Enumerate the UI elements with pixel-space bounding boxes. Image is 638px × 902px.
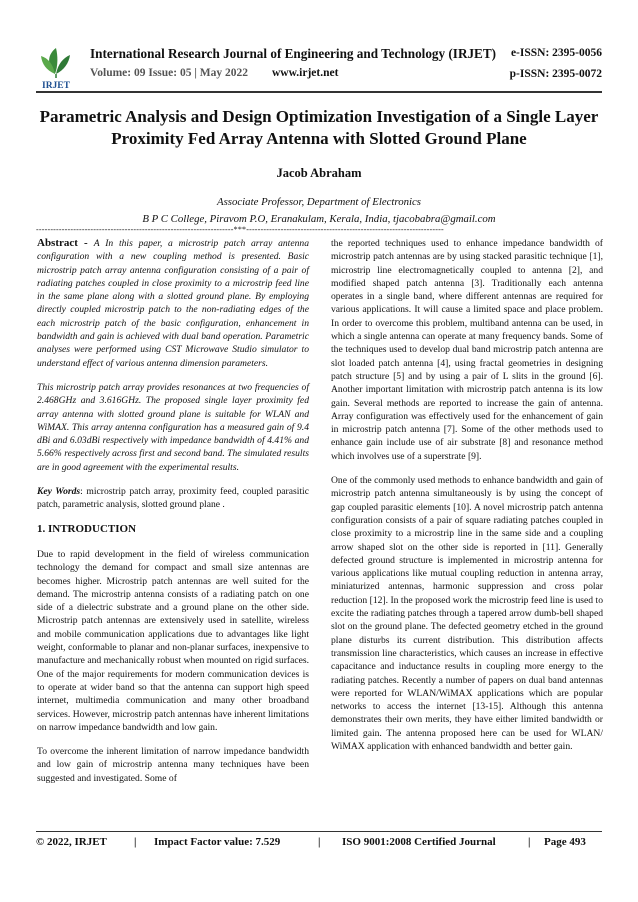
footer-copyright: © 2022, IRJET [36,836,107,848]
keywords-text: : microstrip patch array, proximity feed, coupled parasitic patch, parametric analysis, slotted ground plane . [37,486,309,511]
keywords [37,485,309,512]
section-heading: 1. INTRODUCTION [37,522,137,535]
abstract [37,237,309,370]
body-paragraph: Due to rapid development in the field of wireless communication technology the demand for compact and small size antennas are becomes higher. Microstrip patch antennas are well suited for the demand. The microstrip antenna consists of a radiating patch on one side of a dielectric substrate and a ground plane on the other side. Microstrip patch antennas are extensively used in satellite, wireless and mobile communication applications due to advantages like light weight, conformable to planar and non-planar surfaces, inexpensive to manufacture and mechanically robust when mounted on rigid surfaces. One of the major requirements for modern communication devices is to operate at wider band so that the antenna can support high speed internet, multimedia communication and many other broadband services. However, microstrip patch antennas have inherent limitations on narrow impedance bandwidth and low gain. [37,548,309,733]
logo-text: IRJET [42,81,70,90]
footer-divider [36,831,602,832]
p-issn: p-ISSN: 2395-0072 [509,68,602,80]
body-paragraph: To overcome the inherent limitation of narrow impedance bandwidth and low gain of microstrip antenna many techniques have been suggested and investigated. Some of [37,746,309,784]
author-name: Jacob Abraham [276,166,362,180]
website-link[interactable]: www.irjet.net [272,67,339,79]
left-column [37,237,309,796]
footer-separator: | [134,836,137,848]
body-paragraph: One of the commonly used methods to enhance bandwidth and gain of microstrip patch antenna simultaneously is by using the concept of gap coupled parasitic elements [10]. A novel microstrip patch antenna configuration consists of a pair of square radiating patches coupled in close proximity to a microstrip line in the same side and a coupling arrow shaped slot on the other side is reported in [11]. Generally defected ground structure is implemented in microstrip antenna for various applications like mutual coupling reduction in antenna array, miniaturized antennas, harmonic suppression and cross polar reduction [12]. In the proposed work the microstrip feed line is used to excite the radiating patches through a tapered arrow dumb-bell shaped slot on the ground plane. The defected geometry etched in the ground plane disturbs its current distribution. This distribution affects transmission line characteristics, which causes an increase in effective capacitance and inductance results in coupling more energy to the radiating patches. Recently a number of papers on dual band antennas were reported for WLAN/WiMAX applications which are popular networks to access the internet [13-15]. Although this antenna demonstrates their own merits, they have either limited bandwidth or limited gain. The antenna proposed here can be used for WLAN/ WiMAX application with enhanced bandwidth and better gain. [331,475,603,752]
footer-impact-factor: Impact Factor value: 7.529 [154,836,281,848]
abstract-text: A In this paper, a microstrip patch array antenna configuration with a new coupling method is presented. Basic microstrip patch array antenna configuration consisting of a pair of radiating patches coupled in close proximity to a microstrip feed line in the same plane along with a slotted ground plane. By employing directly coupled microstrip patch to the non-radiating edges of the each microstrip patch of the basic configuration, enhancement in bandwidth and gain is achieved with dual band operation. Parametric analyses were performed using CST Microwave Studio simulator to understand effect of various antenna dimension parameters. [37,238,309,369]
volume-issue: Volume: 09 Issue: 05 | May 2022 [90,67,248,79]
keywords-label: Key Words [37,486,81,498]
e-issn: e-ISSN: 2395-0056 [510,47,602,59]
leaf-logo-icon [36,44,76,90]
journal-title: International Research Journal of Engineering and Technology (IRJET) [90,46,497,61]
right-column [331,237,603,764]
footer-page-number: Page 493 [544,836,586,848]
paper-title: Parametric Analysis and Design Optimization Investigation of a Single Layer Proximity Fed Array Antenna with Slotted Ground Plane [39,107,599,148]
abstract-label: Abstract - [37,237,94,249]
footer-separator: | [528,836,531,848]
body-paragraph: the reported techniques used to enhance impedance bandwidth of microstrip patch antennas are by using stacked parasitic technique [1], microstrip line electromagnetically coupled to antenna [2], and modified shaped patch antenna [3]. Traditionally each antenna operates in a single band, where different antennas are required for various applications. It will cause a limited space and place problem. In order to overcome this problem, multiband antenna can be used, in which a single antenna can operate at many frequency bands. Some of the techniques used to develop dual band microstrip patch antenna are slot loaded patch antenna [4], using fractal geometries in designing patch structure [5] and by using a pair of L slits in the ground [6]. Another important limitation with microstrip patch antenna is its low gain. Several methods are reported to increase the gain of antenna. Array configuration was effectively used for the enhancement of gain in microstrip patch antenna [7]. Some of the other methods used to enhance gain include use of air substrate [8] and resonance method which involves use of a superstrate [9]. [331,238,603,462]
section-separator: ---------------------------------------------------------------------***--------------------------------------------------------------------- [36,226,444,234]
journal-header [36,44,602,90]
header-divider [36,91,602,93]
page-footer [36,836,602,852]
author-affiliation [30,194,608,228]
affiliation-line: B P C College, Piravom P.O, Eranakulam, Kerala, India, tjacobabra@gmail.com [142,213,496,225]
affiliation-line: Associate Professor, Department of Electronics [216,196,421,208]
footer-separator: | [318,836,321,848]
abstract-paragraph: This microstrip patch array provides resonances at two frequencies of 2.468GHz and 3.616GHz. The proposed single layer proximity fed array antenna with slotted ground plane is suitable for WLAN and WiMAX. This array antenna configuration has a measured gain of 9.4 dBi and 6.03dBi respectively with impedance bandwidth of 4.41% and 5.66% respectively across first and second band. The simulated results are in good agreement with the experimental results. [37,381,309,473]
footer-iso: ISO 9001:2008 Certified Journal [342,836,496,848]
